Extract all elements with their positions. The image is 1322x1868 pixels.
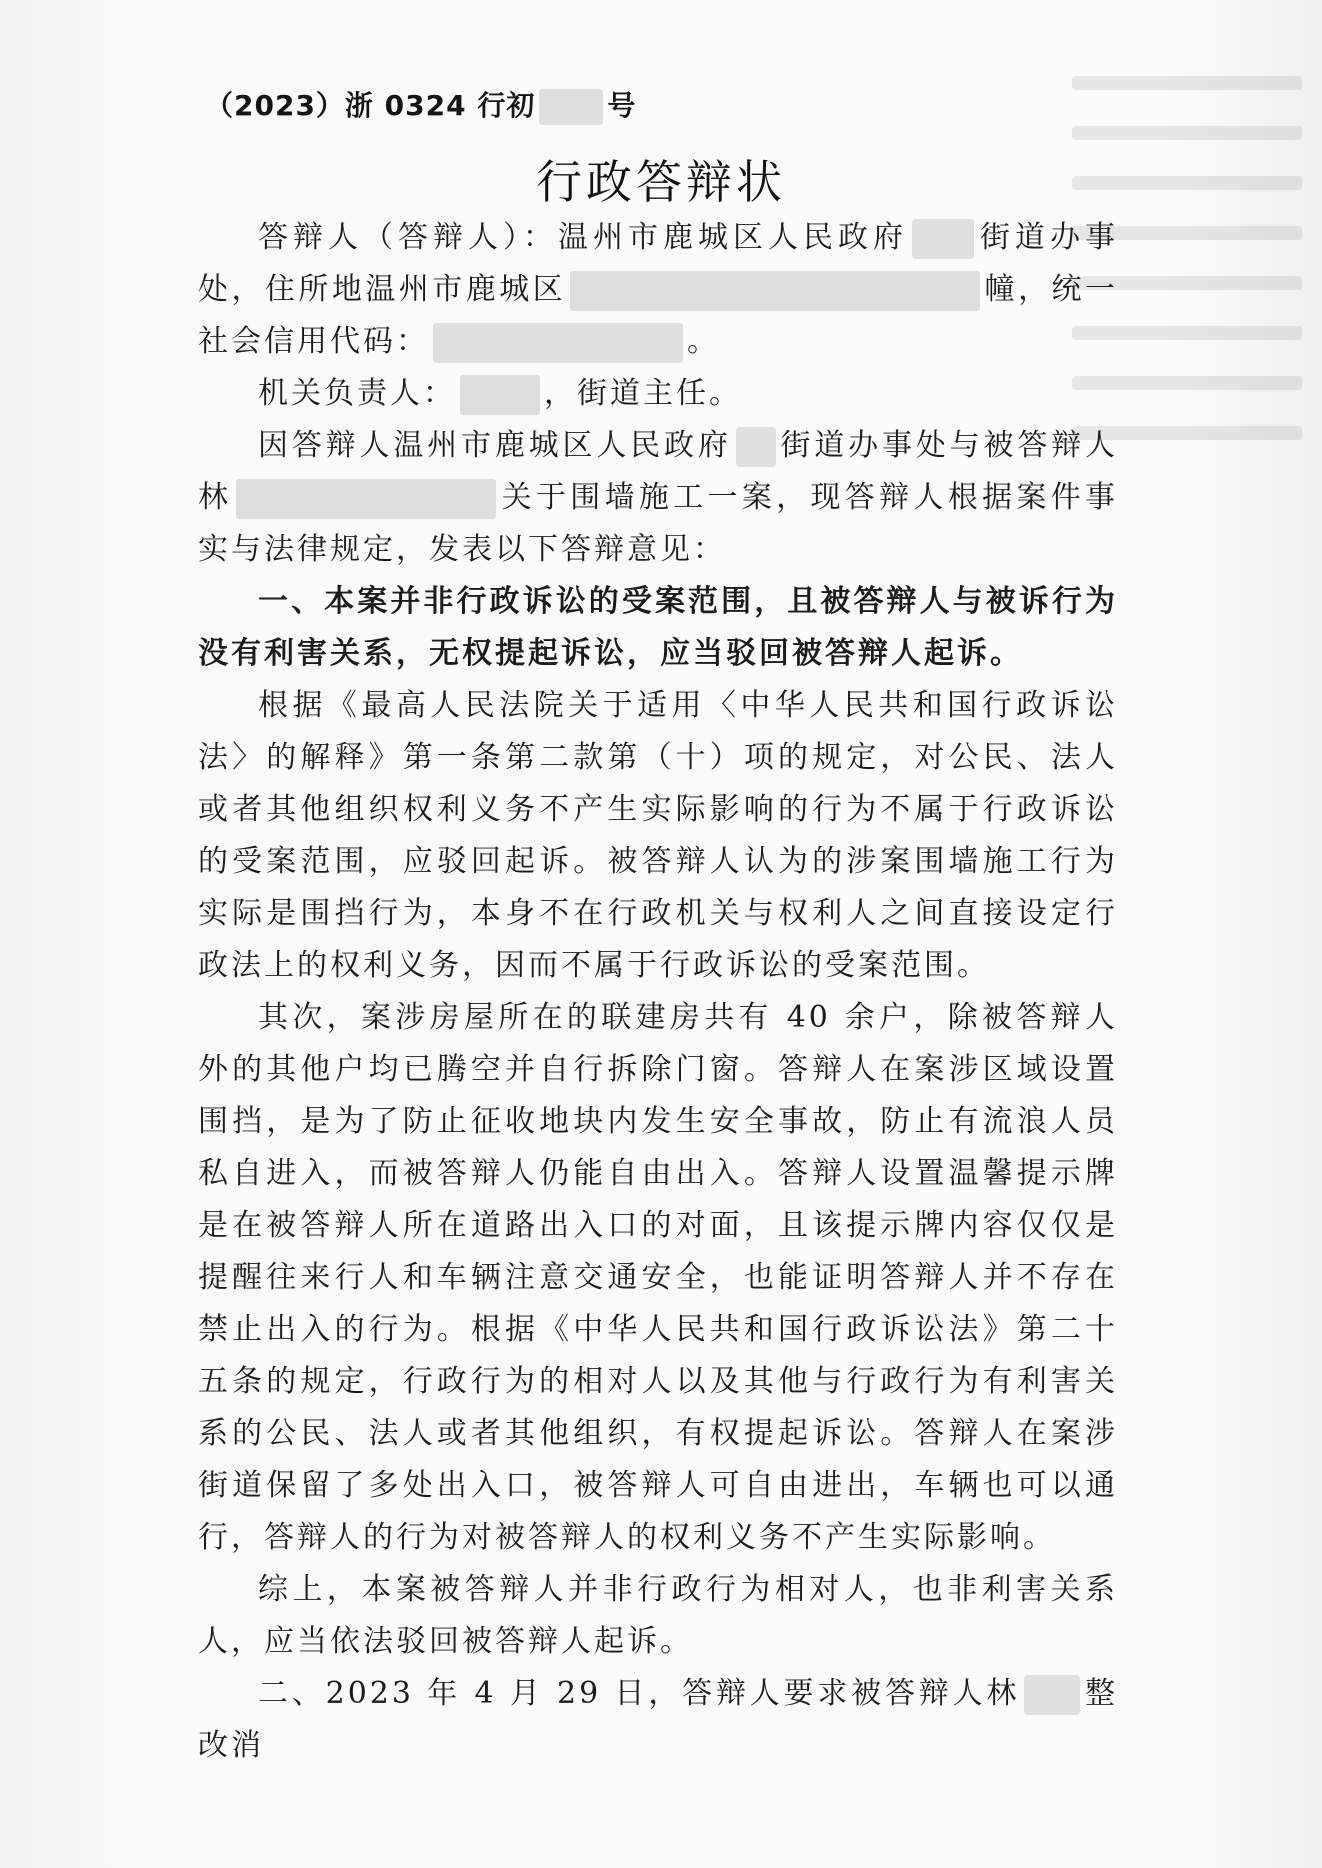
responsible-paragraph — [198, 368, 1118, 420]
respondent-label: 答辩人（答辩人）： — [258, 220, 558, 255]
intro-paragraph — [198, 420, 1118, 576]
redaction — [460, 375, 540, 415]
paragraph-legal-basis: 根据《最高人民法院关于适用〈中华人民共和国行政诉讼法〉的解释》第一条第二款第（十）项的规定，对公民、法人或者其他组织权利义务不产生实际影响的行为不属于行政诉讼的受案范围，应驳回起诉。被答辩人认为的涉案围墙施工行为实际是围挡行为，本身不在行政机关与权利人之间直接设定行政法上的权利义务，因而不属于行政诉讼的受案范围。 — [198, 688, 1118, 983]
responsible-role: ，街道主任。 — [544, 376, 742, 411]
case-number — [205, 84, 636, 125]
respondent-address: 住所地温州市鹿城区 — [264, 272, 567, 307]
responsible-label: 机关负责人： — [258, 376, 456, 411]
case-number-prefix: （2023）浙 0324 行初 — [205, 89, 536, 122]
intro-text: 因答辩人温州市鹿城区人民政府 — [258, 428, 732, 463]
intro-text: 关于围墙施工一案，现答辩人根据案件事实与法律规定，发表以下答辩意见： — [198, 480, 1119, 567]
paragraph-facts: 其次，案涉房屋所在的联建房共有 40 余户，除被答辩人外的其他户均已腾空并自行拆除门窗。答辩人在案涉区域设置围挡，是为了防止征收地块内发生安全事故，防止有流浪人员私自进入，而被答辩人仍能自由出入。答辩人设置温馨提示牌是在被答辩人所在道路出入口的对面，且该提示牌内容仅仅是提醒往来行人和车辆注意交通安全，也能证明答辩人并不存在禁止出入的行为。根据《中华人民共和国行政诉讼法》第二十五条的规定，行政行为的相对人以及其他与行政行为有利害关系的公民、法人或者其他组织，有权提起诉讼。答辩人在案涉街道保留了多处出入口，被答辩人可自由进出，车辆也可以通行，答辩人的行为对被答辩人的权利义务不产生实际影响。 — [198, 1000, 1118, 1555]
section-two-start — [198, 1668, 1118, 1772]
section-two-text: 二、2023 年 4 月 29 日，答辩人要求被答辩人林 — [258, 1676, 1021, 1711]
section-two-text: 整改消 — [198, 1676, 1118, 1763]
respondent-paragraph — [198, 212, 1118, 368]
document-title: 行政答辩状 — [536, 155, 786, 209]
intro-text: 街道办事处与被答辩人林 — [198, 428, 1119, 515]
respondent-name: 温州市鹿城区人民政府 — [558, 220, 908, 255]
section-one-heading: 一、本案并非行政诉讼的受案范围，且被答辩人与被诉行为没有利害关系，无权提起诉讼，应当驳回被答辩人起诉。 — [198, 584, 1118, 671]
redaction — [1024, 1675, 1080, 1715]
paragraph-conclusion: 综上，本案被答辩人并非行政行为相对人，也非利害关系人，应当依法驳回被答辩人起诉。 — [198, 1572, 1118, 1659]
redaction — [912, 219, 974, 259]
credit-code-end: 。 — [687, 324, 720, 359]
redaction — [736, 427, 776, 467]
redaction — [433, 323, 683, 363]
redaction — [236, 479, 496, 519]
respondent-name-end: 街道办事处， — [198, 220, 1118, 307]
document-body — [198, 212, 1118, 1772]
case-number-suffix: 号 — [607, 89, 637, 122]
redaction — [570, 271, 980, 311]
respondent-address-end: 幢，统一社会信用代码： — [198, 272, 1119, 359]
redaction — [539, 89, 603, 125]
